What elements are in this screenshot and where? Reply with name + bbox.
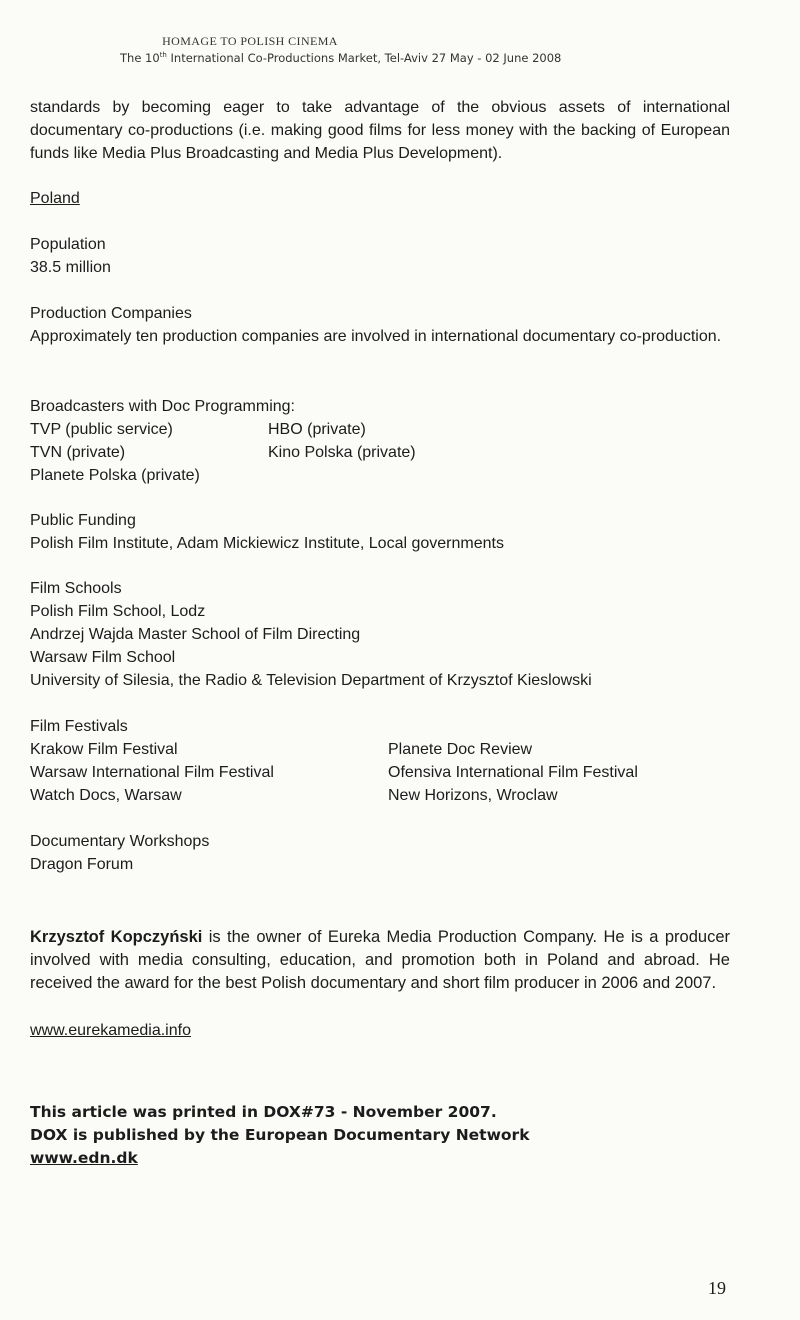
publication-note xyxy=(30,1101,530,1170)
population-heading: Population xyxy=(30,236,106,253)
list-item: HBO (private) xyxy=(268,421,366,438)
header-subtitle: The 10th International Co-Productions Market, Tel-Aviv 27 May - 02 June 2008 xyxy=(120,51,562,65)
list-item: Kino Polska (private) xyxy=(268,444,416,461)
header-title: HOMAGE TO POLISH CINEMA xyxy=(162,34,338,48)
workshops-value: Dragon Forum xyxy=(30,856,134,873)
list-item: Krakow Film Festival xyxy=(30,741,178,758)
bio-paragraph xyxy=(30,926,730,995)
intro-paragraph: standards by becoming eager to take advantage of the obvious assets of international documentary co-productions (i.e. making good films for less money with the backing of European funds like Media Plus Broadcasting and Media Plus Development). xyxy=(30,99,730,162)
workshops-section xyxy=(30,830,730,876)
funding-section xyxy=(30,509,730,555)
funding-heading: Public Funding xyxy=(30,512,136,529)
production-heading: Production Companies xyxy=(30,305,192,322)
production-text: Approximately ten production companies are involved in international documentary co-production. xyxy=(30,328,722,345)
list-item: Andrzej Wajda Master School of Film Directing xyxy=(30,626,361,643)
bio-link[interactable]: www.eurekamedia.info xyxy=(30,1022,191,1039)
schools-section xyxy=(30,577,730,692)
broadcasters-heading: Broadcasters with Doc Programming: xyxy=(30,398,295,415)
festivals-list xyxy=(30,738,730,807)
bio-name: Krzysztof Kopczyński xyxy=(30,928,203,946)
festivals-col-1 xyxy=(30,738,388,807)
bio-text: is the owner of Eureka Media Production Company. He is a producer involved with media consulting, education, and promotion both in Poland and abroad. He received the award for the best Polish documentary and short film producer in 2006 and 2007. xyxy=(30,928,730,992)
broadcasters-section xyxy=(30,395,730,487)
broadcasters-col-1 xyxy=(30,418,268,487)
edn-link[interactable]: www.edn.dk xyxy=(30,1149,138,1167)
list-item: Watch Docs, Warsaw xyxy=(30,787,182,804)
population-value: 38.5 million xyxy=(30,259,111,276)
festivals-section xyxy=(30,715,730,807)
production-section xyxy=(30,302,730,348)
list-item: TVN (private) xyxy=(30,444,126,461)
list-item: Planete Polska (private) xyxy=(30,467,200,484)
broadcasters-col-2 xyxy=(268,418,568,487)
broadcasters-list xyxy=(30,418,730,487)
publication-note-line-1: This article was printed in DOX#73 - November 2007. xyxy=(30,1103,497,1121)
country-heading: Poland xyxy=(30,190,80,207)
list-item: Polish Film School, Lodz xyxy=(30,603,206,620)
festivals-heading: Film Festivals xyxy=(30,718,128,735)
list-item: TVP (public service) xyxy=(30,421,173,438)
workshops-heading: Documentary Workshops xyxy=(30,833,210,850)
schools-heading: Film Schools xyxy=(30,580,122,597)
population-section xyxy=(30,233,730,279)
list-item: Warsaw International Film Festival xyxy=(30,764,274,781)
funding-text: Polish Film Institute, Adam Mickiewicz Institute, Local governments xyxy=(30,535,504,552)
festivals-col-2 xyxy=(388,738,708,807)
list-item: New Horizons, Wroclaw xyxy=(388,787,558,804)
list-item: University of Silesia, the Radio & Television Department of Krzysztof Kieslowski xyxy=(30,672,592,689)
list-item: Warsaw Film School xyxy=(30,649,176,666)
list-item: Planete Doc Review xyxy=(388,741,533,758)
publication-note-line-2: DOX is published by the European Documentary Network xyxy=(30,1126,530,1144)
list-item: Ofensiva International Film Festival xyxy=(388,764,638,781)
page-number: 19 xyxy=(708,1278,726,1298)
